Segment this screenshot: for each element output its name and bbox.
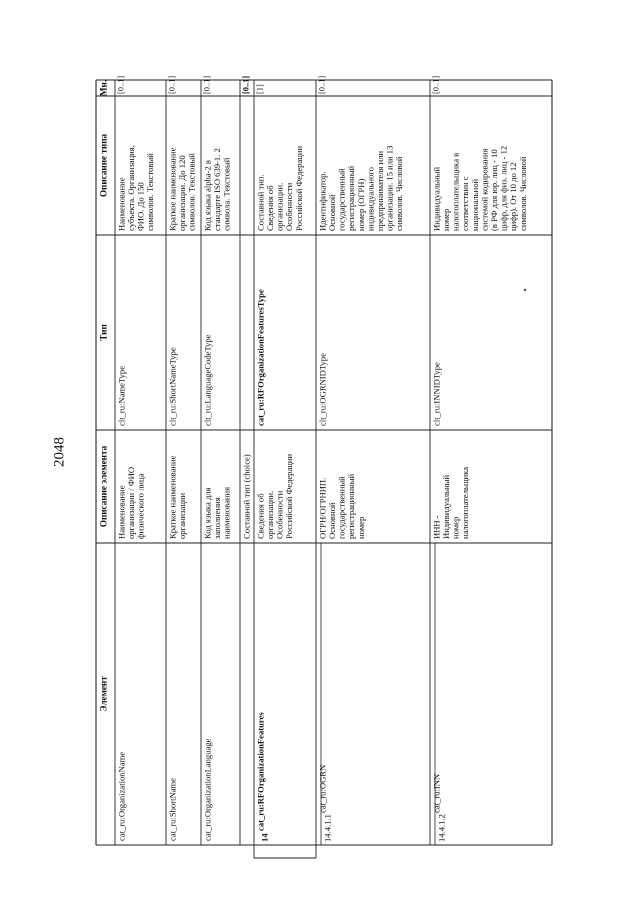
element-description: наименования [221, 486, 232, 539]
type-description: Сведения об [265, 185, 276, 231]
multiplicity-value: [0..1] [202, 75, 212, 94]
element-description: Сведения об [255, 493, 266, 539]
type-description: регистрационный [346, 165, 357, 231]
type-description: налогоплательщика в [450, 152, 461, 231]
type-description: индивидуального [365, 167, 376, 231]
type-description: Наименование [116, 177, 127, 231]
type-description: символов. Числовой [394, 156, 405, 231]
element-name: cat_ru:OrganizationName [116, 751, 127, 841]
type-name: clt_ru:ShortNameType [167, 347, 178, 426]
multiplicity-value: [1] [255, 84, 265, 94]
element-description: Российской Федерации [284, 453, 295, 539]
header-element-description: Описание элемента [98, 445, 109, 528]
element-name: cat_ru:OrganizationLanguage [202, 738, 213, 841]
element-description: ИНН - [431, 515, 442, 539]
element-description: Индивидуальный [441, 474, 452, 539]
type-description: организации. 15 или 13 [384, 145, 395, 231]
element-description: Наименование [116, 485, 127, 539]
type-description: Особенности [284, 182, 295, 231]
type-description: организации. [274, 182, 285, 231]
element-name: cat_ru:RFOrganizationFeatures [255, 712, 266, 831]
element-description: Основной [327, 502, 338, 539]
type-description: Российской Федерации [293, 145, 304, 231]
element-description: ОГРН/ОГРНИП. [317, 477, 328, 539]
header-type: Тип [98, 324, 109, 341]
element-description: заполнения [212, 497, 223, 539]
type-name: clt_ru:INNIDType [431, 362, 442, 426]
header-multiplicity: Мн. [98, 79, 109, 97]
element-description: физического лица [135, 473, 146, 539]
row-number: 14.4.1.2 [436, 814, 447, 842]
multiplicity-value: [0..1] [431, 75, 441, 94]
element-description: Краткое наименование [167, 455, 178, 539]
type-description: (в РФ для юр. лиц - 10 [489, 149, 500, 231]
element-name: cat_ru:OGRN [317, 764, 328, 813]
type-description: субъекта. Организация, [126, 145, 137, 231]
scan-speck [524, 289, 526, 291]
type-description: цифр). От 10 до 12 [508, 162, 519, 231]
type-description: Краткое наименование [167, 147, 178, 231]
type-description: номер [441, 208, 452, 231]
type-description: символов. Числовой [517, 156, 528, 231]
element-description: регистрационный [346, 473, 357, 539]
type-name: cat_ru:RFOrganizationFeaturesType [255, 289, 266, 426]
element-description: номер [355, 516, 366, 539]
type-name: clt_ru:NameType [116, 365, 127, 426]
type-description: символов. Текстовый [145, 153, 156, 231]
element-description: организации [177, 492, 188, 539]
type-description: Основной [327, 194, 338, 231]
page-number: 2048 [51, 437, 68, 467]
type-description: Идентификатор. [317, 171, 328, 231]
type-name: clt_ru:LanguageCodeType [202, 334, 213, 426]
multiplicity-value: [0..1] [116, 75, 126, 94]
header-type-description: Описание типа [98, 133, 109, 198]
element-description: государственный [336, 476, 347, 539]
multiplicity-value: [0..1] [317, 75, 327, 94]
type-description: Индивидуальный [431, 166, 442, 231]
type-description: организации. До 120 [177, 155, 188, 231]
element-description: налогоплательщика [460, 466, 471, 539]
row-number: 14 [259, 833, 270, 842]
type-description: символов. Текстовый [186, 153, 197, 231]
element-description: номер [450, 516, 461, 539]
type-description: номер (ОГРН) [355, 178, 366, 231]
spec-table [96, 76, 552, 858]
element-name: cat_ru:ShortName [167, 777, 178, 841]
type-description: символа. Текстовый [221, 157, 232, 231]
type-description: Составной тип. [255, 174, 266, 231]
type-description: системой кодирования [479, 148, 490, 231]
multiplicity-value: [0..1] [167, 75, 177, 94]
multiplicity-value: [0..1] [241, 75, 251, 94]
type-description: государственный [336, 168, 347, 231]
type-description: предпринимателя или [375, 150, 386, 231]
element-description: организации / ФИО [126, 466, 137, 539]
type-description: цифр, для физ. лиц - 12 [498, 145, 509, 231]
type-description: национальной [469, 178, 480, 231]
type-name: clt_ru:OGRNIDType [317, 353, 328, 426]
choice-label: Составной тип (choice) [241, 454, 252, 539]
element-description: организации. [265, 490, 276, 539]
element-name: cat_ru:INN [431, 773, 442, 813]
header-element: Элемент [98, 676, 109, 712]
type-description: соответствии с [460, 176, 471, 231]
type-description: Код языка alpha-2 в [202, 160, 213, 231]
element-description: Код языка для [202, 487, 213, 539]
row-number: 14.4.1.1 [322, 814, 333, 842]
type-description: стандарте ISO 639-1. 2 [212, 148, 223, 231]
type-description: ФИО. До 150 [135, 182, 146, 231]
element-description: Особенности [274, 490, 285, 539]
